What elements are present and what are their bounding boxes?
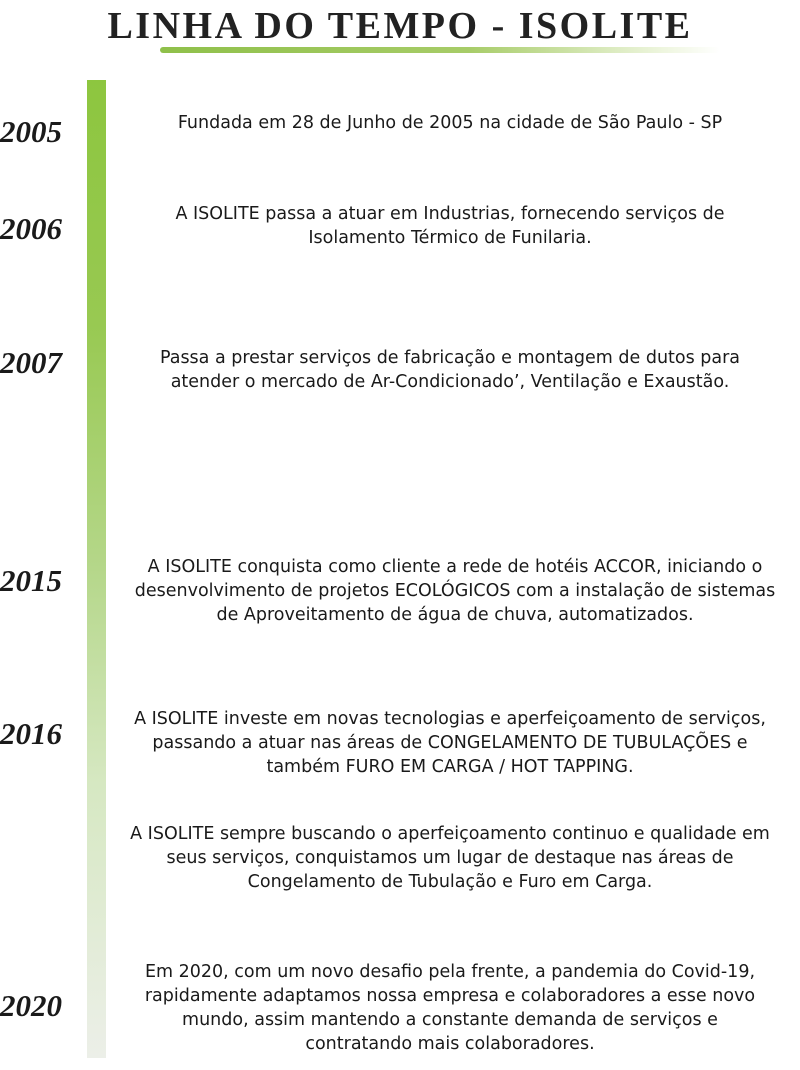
year-2006: 2006 — [0, 211, 62, 246]
entry-line: Fundada em 28 de Junho de 2005 na cidade de São Paulo - SP — [177, 113, 723, 133]
timeline-entry-2016 — [100, 707, 800, 779]
entry-line: Em 2020, com um novo desafio pela frente, a pandemia do Covid-19, — [144, 962, 756, 982]
entry-line: A ISOLITE sempre buscando o aperfeiçoamento continuo e qualidade em — [130, 824, 770, 844]
entry-line: A ISOLITE investe em novas tecnologias e aperfeiçoamento de serviços, — [134, 709, 766, 729]
entry-line: também FURO EM CARGA / HOT TAPPING. — [266, 757, 634, 777]
entry-line: desenvolvimento de projetos ECOLÓGICOS com a instalação de sistemas — [134, 581, 776, 601]
year-2015: 2015 — [0, 563, 62, 598]
year-2007: 2007 — [0, 345, 62, 380]
entry-line: Congelamento de Tubulação e Furo em Carga. — [247, 872, 653, 892]
year-2020: 2020 — [0, 988, 62, 1023]
year-2016: 2016 — [0, 716, 62, 751]
timeline-entry-2020 — [100, 960, 800, 1056]
entry-line: passando a atuar nas áreas de CONGELAMENTO DE TUBULAÇÕES e — [152, 733, 748, 753]
entry-line: de Aproveitamento de água de chuva, automatizados. — [216, 605, 694, 625]
title-underline — [160, 47, 720, 53]
timeline-entry-2015 — [110, 555, 800, 627]
page-title: LINHA DO TEMPO - ISOLITE — [107, 5, 693, 47]
timeline-entry-continuation — [100, 822, 800, 894]
entry-line: mundo, assim mantendo a constante demanda de serviços e — [182, 1010, 718, 1030]
entry-line: contratando mais colaboradores. — [305, 1034, 595, 1054]
entry-line: A ISOLITE conquista como cliente a rede de hotéis ACCOR, iniciando o — [147, 557, 763, 577]
timeline-entry-2007 — [100, 346, 800, 394]
entry-line: A ISOLITE passa a atuar em Industrias, fornecendo serviços de — [175, 204, 725, 224]
entry-line: atender o mercado de Ar-Condicionado’, Ventilação e Exaustão. — [170, 372, 730, 392]
timeline-entry-2005 — [100, 111, 800, 135]
year-2005: 2005 — [0, 114, 62, 149]
entry-line: seus serviços, conquistamos um lugar de destaque nas áreas de — [166, 848, 734, 868]
entry-line: rapidamente adaptamos nossa empresa e colaboradores a esse novo — [144, 986, 756, 1006]
entry-line: Passa a prestar serviços de fabricação e montagem de dutos para — [159, 348, 741, 368]
entry-line: Isolamento Térmico de Funilaria. — [308, 228, 592, 248]
timeline-entry-2006 — [100, 202, 800, 250]
